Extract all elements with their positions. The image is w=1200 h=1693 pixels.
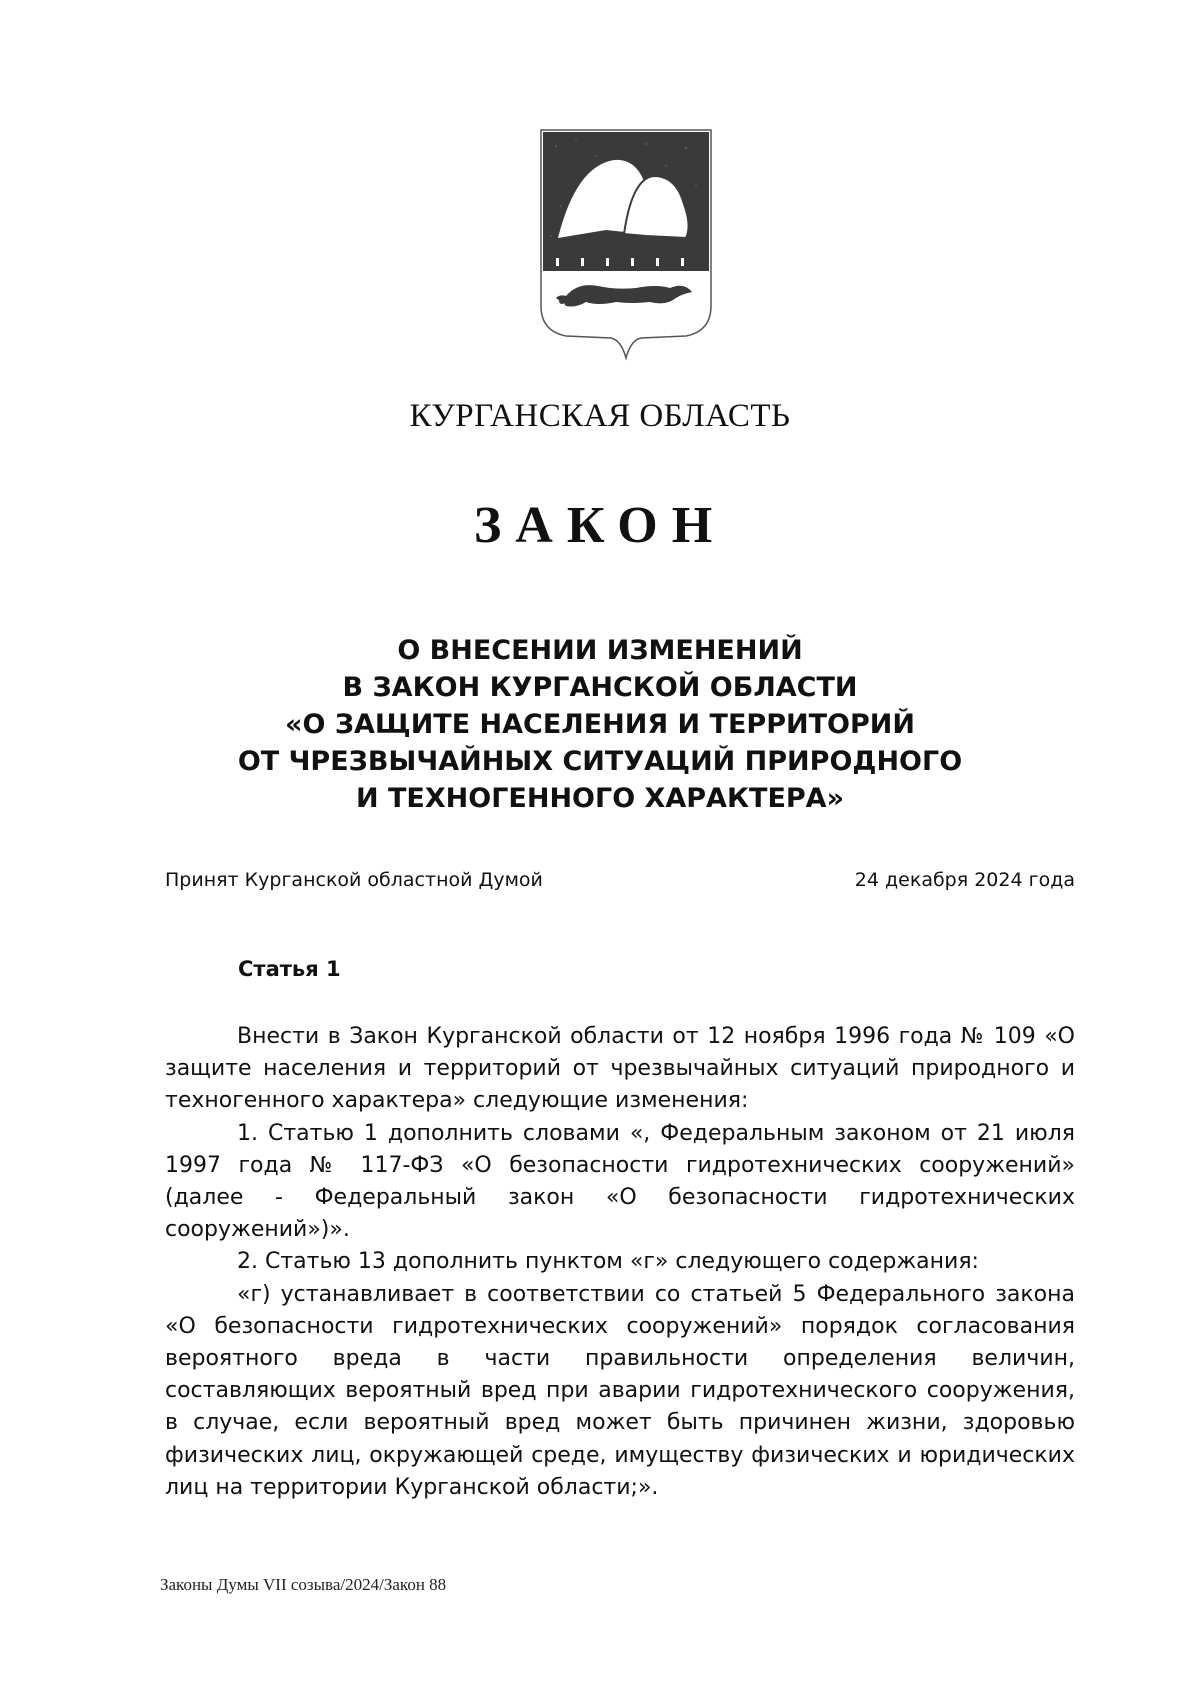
article-paragraph: 2. Статью 13 дополнить пунктом «г» следующего содержания:	[237, 1249, 979, 1275]
law-title-line: ОТ ЧРЕЗВЫЧАЙНЫХ СИТУАЦИЙ ПРИРОДНОГО	[237, 746, 963, 777]
adoption-info	[165, 869, 1075, 891]
law-title-line: О ВНЕСЕНИИ ИЗМЕНЕНИЙ	[397, 635, 803, 666]
article-paragraph: 1. Статью 1 дополнить словами «, Федеральным законом от 21 июля 1997 года № 117-ФЗ «О безопасности гидротехнических сооружений» (далее - Федеральный закон «О безопасности гидротехнических сооружений»)».	[165, 1120, 1075, 1243]
kurgan-oblast-coat-of-arms-icon	[536, 126, 716, 361]
adoption-date: 24 декабря 2024 года	[854, 869, 1075, 891]
law-title-line: В ЗАКОН КУРГАНСКОЙ ОБЛАСТИ	[342, 672, 858, 703]
region-name: КУРГАНСКАЯ ОБЛАСТЬ	[409, 398, 791, 434]
article-body	[165, 1021, 1075, 1504]
adopted-by: Принят Курганской областной Думой	[165, 869, 543, 891]
law-title-line: «О ЗАЩИТЕ НАСЕЛЕНИЯ И ТЕРРИТОРИЙ	[285, 709, 915, 740]
law-title	[150, 632, 1050, 817]
article-paragraph: «г) устанавливает в соответствии со статьей 5 Федерального закона «О безопасности гидротехнических сооружений» порядок согласования вероятного вреда в части правильности определения величин, составляющих вероятный вред при аварии гидротехнического сооружения, в случае, если вероятный вред может быть причинен жизни, здоровью физических лиц, окружающей среде, имуществу физических и юридических лиц на территории Курганской области;».	[165, 1281, 1075, 1500]
article-paragraph: Внести в Закон Курганской области от 12 ноября 1996 года № 109 «О защите населения и территорий от чрезвычайных ситуаций природного и техногенного характера» следующие изменения:	[165, 1024, 1075, 1114]
article-heading: Статья 1	[238, 957, 341, 981]
law-title-line: И ТЕХНОГЕННОГО ХАРАКТЕРА»	[355, 783, 845, 814]
document-type: ЗАКОН	[473, 497, 727, 554]
footer-reference: Законы Думы VII созыва/2024/Закон 88	[160, 1575, 447, 1594]
